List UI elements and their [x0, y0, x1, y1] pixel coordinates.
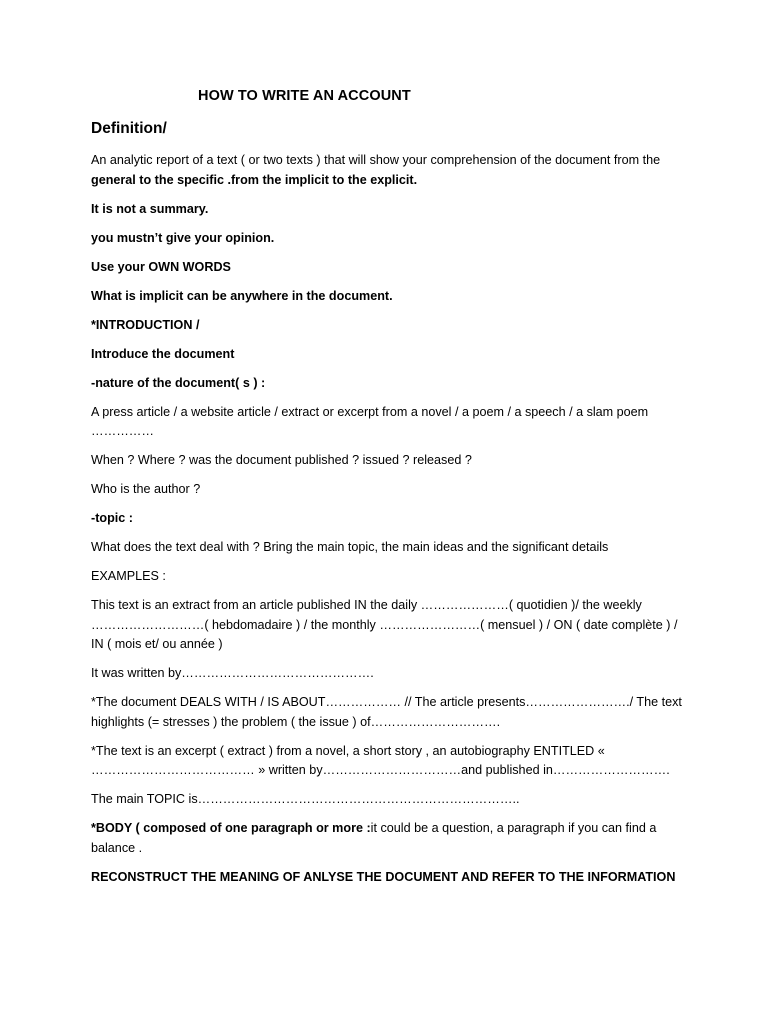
when-where-question: When ? Where ? was the document published ? issued ? released ?: [91, 453, 472, 467]
rule-implicit: What is implicit can be anywhere in the document.: [91, 288, 393, 303]
example-main-topic: The main TOPIC is…………………………………………………………………..: [91, 792, 520, 806]
rule-no-opinion: you mustn’t give your opinion.: [91, 230, 275, 245]
nature-label: -nature of the document( s ) :: [91, 375, 266, 390]
body-text: it could be a question, a paragraph if you can find a balance .: [91, 821, 657, 855]
definition-emphasis: general to the specific .from the implicit to the explicit.: [91, 172, 418, 187]
introduce-document-line: Introduce the document: [91, 346, 235, 361]
definition-heading: Definition/: [91, 120, 167, 137]
rule-own-words: Use your OWN WORDS: [91, 259, 231, 274]
document-title: HOW TO WRITE AN ACCOUNT: [198, 88, 411, 104]
rule-not-summary: It is not a summary.: [91, 201, 209, 216]
example-excerpt: *The text is an excerpt ( extract ) from a novel, a short story , an autobiography ENTITLED « ………………………………… » written by……………………………and published in……………………….: [91, 743, 670, 777]
body-label: *BODY ( composed of one paragraph or more :: [91, 821, 371, 835]
example-written-by: It was written by……………………………………….: [91, 666, 374, 680]
introduction-heading: *INTRODUCTION /: [91, 317, 200, 332]
reconstruct-instruction: RECONSTRUCT THE MEANING OF ANLYSE THE DOCUMENT AND REFER TO THE INFORMATION: [91, 869, 676, 884]
document-body: [91, 151, 683, 897]
definition-paragraph: [91, 151, 683, 190]
body-paragraph: [91, 819, 683, 858]
topic-label: -topic :: [91, 511, 133, 525]
examples-heading: EXAMPLES :: [91, 569, 166, 583]
example-published-in: This text is an extract from an article published IN the daily …………………( quotidien )/ the weekly ………………………( hebdomadaire ) / the monthly ……………………( mensuel ) / ON ( date complète ) / IN ( mois et/ ou année ): [91, 598, 678, 651]
author-question: Who is the author ?: [91, 482, 201, 496]
example-deals-with: *The document DEALS WITH / IS ABOUT……………… // The article presents……………………./ The text highlights (= stresses ) the problem ( the issue ) of………………………….: [91, 695, 682, 729]
definition-intro: An analytic report of a text ( or two texts ) that will show your comprehension of the document from the: [91, 153, 661, 167]
topic-text: What does the text deal with ? Bring the main topic, the main ideas and the significant details: [91, 540, 609, 554]
nature-examples: A press article / a website article / extract or excerpt from a novel / a poem / a speech / a slam poem ……………: [91, 404, 649, 438]
